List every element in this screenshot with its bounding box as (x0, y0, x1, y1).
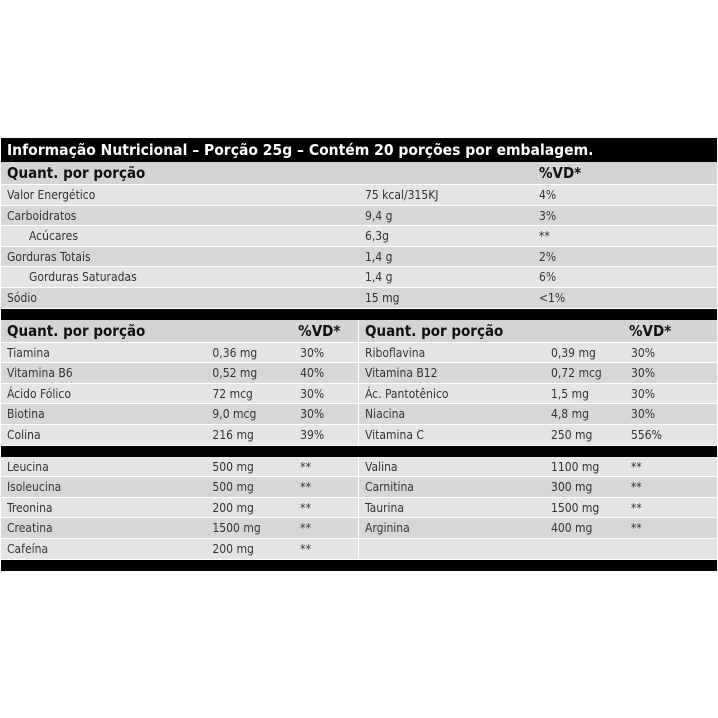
nutrient-vd: <1% (539, 290, 566, 305)
header-quantity: Quant. por porção (7, 164, 146, 182)
nutrient-vd: 2% (539, 249, 557, 264)
nutrient-amount: 0,39 mg (551, 345, 596, 360)
nutrient-amount: 1500 mg (212, 521, 261, 536)
nutrient-amount: 216 mg (212, 427, 254, 442)
nutrient-vd: ** (300, 521, 311, 536)
table-row (1, 477, 358, 498)
nutrient-name (359, 539, 551, 559)
nutrient-name: Niacina (365, 407, 406, 422)
nutrient-amount: 500 mg (212, 480, 254, 495)
separator-bar (1, 309, 717, 320)
nutrient-amount: 4,8 mg (551, 407, 589, 422)
table-row (1, 363, 358, 384)
header-vd: %VD* (539, 164, 582, 182)
nutrient-name: Treonina (7, 500, 53, 515)
nutrient-vd: ** (631, 480, 642, 495)
nutrient-name: Acúcares (29, 229, 78, 244)
nutrient-vd: ** (300, 480, 311, 495)
nutrition-table (1, 138, 717, 571)
vitamins-left-rows (1, 343, 358, 446)
table-row (359, 384, 717, 405)
nutrient-name: Valor Energético (7, 188, 96, 202)
nutrient-amount: 9,4 g (365, 208, 393, 223)
nutrient-name: Tiamina (7, 345, 50, 360)
table-row (1, 457, 358, 478)
table-title: Informação Nutricional – Porção 25g – Contém 20 porções por embalagem. (1, 138, 717, 162)
table-row (1, 518, 358, 539)
table-row (359, 404, 717, 425)
nutrient-amount: 9,0 mcg (212, 407, 257, 422)
aminos-section (1, 457, 717, 560)
nutrient-vd: 556% (631, 427, 662, 442)
nutrient-amount: 1500 mg (551, 500, 600, 515)
nutrient-vd: ** (539, 229, 550, 244)
nutrient-name: Biotina (7, 407, 45, 422)
table-row (359, 498, 717, 519)
nutrient-name: Gorduras Totais (7, 249, 91, 264)
table-row (1, 247, 717, 268)
vitamins-right-rows (359, 343, 717, 446)
table-row (1, 384, 358, 405)
nutrient-name: Carnitina (365, 480, 414, 495)
main-header (1, 162, 717, 185)
nutrient-vd: 30% (631, 386, 655, 401)
nutrient-name: Creatina (7, 521, 53, 536)
nutrient-amount (551, 539, 631, 559)
nutrient-name: Ácido Fólico (7, 386, 71, 401)
table-row (1, 288, 717, 309)
nutrient-amount: 75 kcal/315KJ (365, 188, 439, 202)
nutrient-amount: 1100 mg (551, 459, 600, 474)
nutrient-amount: 0,72 mcg (551, 366, 602, 381)
main-rows (1, 185, 717, 309)
vitamins-section (1, 320, 717, 446)
nutrient-vd: 30% (631, 407, 655, 422)
table-row (1, 206, 717, 227)
nutrient-name: Riboflavina (365, 345, 426, 360)
table-row (359, 477, 717, 498)
table-row (359, 343, 717, 364)
nutrient-vd: ** (300, 500, 311, 515)
header-quantity: Quant. por porção (7, 321, 146, 340)
nutrient-amount: 200 mg (212, 541, 254, 556)
aminos-left-rows (1, 457, 359, 560)
vitamins-right-header (359, 320, 717, 343)
table-row (1, 498, 358, 519)
separator-bar (1, 560, 717, 571)
nutrient-vd: ** (300, 459, 311, 474)
nutrient-amount: 200 mg (212, 500, 254, 515)
aminos-right-rows (359, 457, 717, 560)
nutrient-name: Sódio (7, 290, 37, 305)
nutrient-vd: 30% (631, 366, 655, 381)
nutrient-vd: 30% (300, 386, 325, 401)
table-row (359, 518, 717, 539)
vitamins-right (359, 320, 717, 446)
header-vd: %VD* (298, 321, 341, 340)
table-row (1, 185, 717, 206)
nutrient-amount: 0,52 mg (212, 366, 258, 381)
header-vd: %VD* (629, 321, 672, 340)
nutrient-name: Leucina (7, 459, 49, 474)
nutrient-name: Vitamina B12 (365, 366, 438, 381)
table-row (1, 267, 717, 288)
nutrient-name: Cafeína (7, 541, 49, 556)
nutrient-vd (631, 539, 717, 559)
nutrient-name: Ác. Pantotênico (365, 386, 449, 401)
table-row (1, 425, 358, 446)
nutrient-amount: 250 mg (551, 427, 593, 442)
nutrient-amount: 500 mg (212, 459, 254, 474)
nutrient-vd: ** (631, 521, 642, 536)
separator-bar (1, 446, 717, 457)
nutrient-vd: ** (631, 500, 642, 515)
nutrient-vd: 30% (631, 345, 655, 360)
nutrient-vd: 6% (539, 270, 557, 285)
nutrient-vd: ** (300, 541, 311, 556)
table-row (1, 539, 358, 560)
nutrient-name: Gorduras Saturadas (29, 270, 137, 285)
header-empty (365, 162, 539, 184)
nutrient-name: Colina (7, 427, 41, 442)
nutrient-name: Vitamina C (365, 427, 424, 442)
table-row (359, 539, 717, 560)
table-row (1, 226, 717, 247)
vitamins-left-header (1, 320, 358, 343)
nutrient-amount: 0,36 mg (212, 345, 258, 360)
nutrient-vd: ** (631, 459, 642, 474)
nutrient-amount: 300 mg (551, 480, 593, 495)
table-row (359, 363, 717, 384)
table-row (1, 343, 358, 364)
nutrient-vd: 3% (539, 208, 557, 223)
header-quantity: Quant. por porção (365, 321, 504, 340)
table-row (359, 457, 717, 478)
nutrient-name: Arginina (365, 521, 410, 536)
nutrient-name: Isoleucina (7, 480, 62, 495)
nutrient-vd: 39% (300, 427, 325, 442)
nutrient-amount: 72 mcg (212, 386, 253, 401)
table-row (1, 404, 358, 425)
vitamins-left (1, 320, 359, 446)
nutrient-name: Vitamina B6 (7, 366, 73, 381)
nutrient-vd: 30% (300, 345, 325, 360)
table-row (359, 425, 717, 446)
nutrient-amount: 1,5 mg (551, 386, 589, 401)
nutrient-name: Valina (365, 459, 398, 474)
nutrient-name: Taurina (365, 500, 404, 515)
nutrient-amount: 6,3g (365, 229, 390, 244)
nutrient-amount: 400 mg (551, 521, 593, 536)
nutrient-name: Carboidratos (7, 208, 77, 223)
nutrient-vd: 40% (300, 366, 325, 381)
nutrient-vd: 4% (539, 188, 557, 202)
nutrient-vd: 30% (300, 407, 325, 422)
nutrient-amount: 1,4 g (365, 249, 393, 264)
nutrient-amount: 15 mg (365, 290, 400, 305)
nutrient-amount: 1,4 g (365, 270, 393, 285)
